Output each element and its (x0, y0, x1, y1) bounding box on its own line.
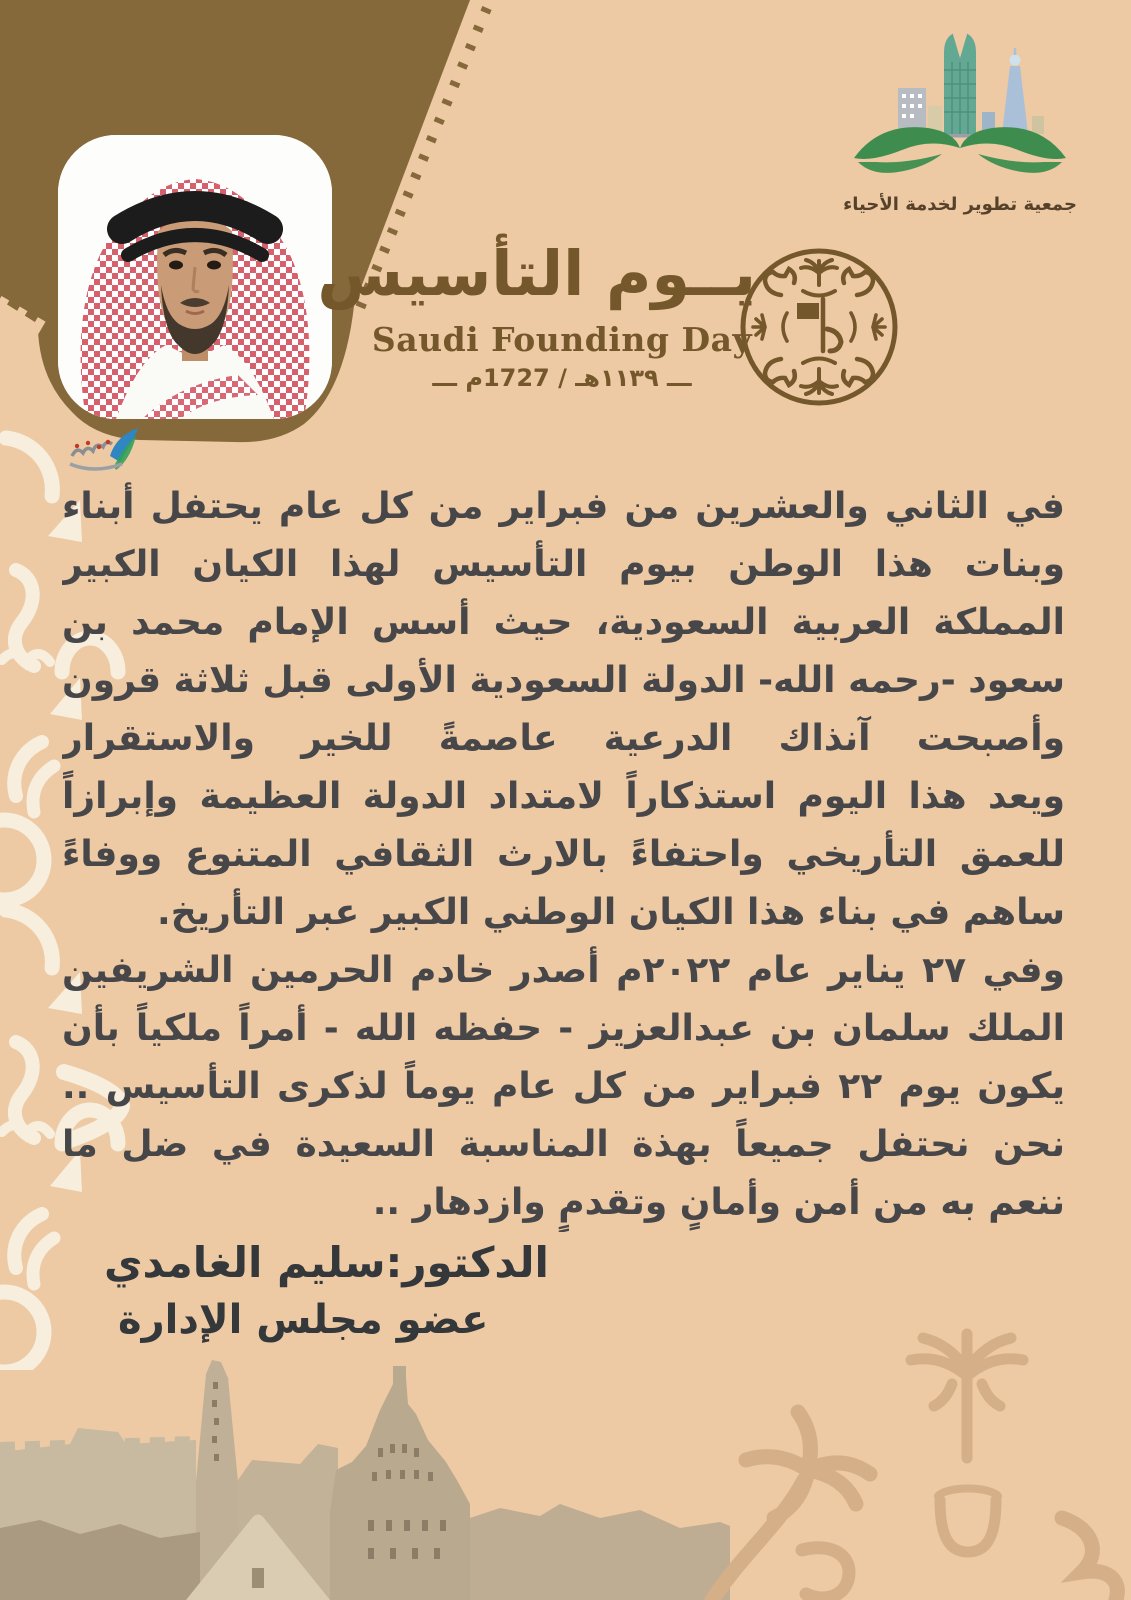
association-caption: جمعية تطوير لخدمة الأحياء (843, 194, 1077, 215)
city-skyline-icon (888, 31, 1044, 138)
signature-name: الدكتور:سليم الغامدي (104, 1238, 549, 1287)
member-photo (58, 135, 332, 419)
article-line: وفي ٢٧ يناير عام ٢٠٢٢م أصدر خادم الحرمين الشريفين (62, 950, 1065, 991)
city-in-hands-icon (836, 22, 1084, 190)
article-line: ننعم به من أمن وأمانٍ وتقدمٍ وازدهار .. (372, 1182, 1065, 1223)
article-line: وبنات هذا الوطن بيوم التأسيس لهذا الكيان الكبير (62, 544, 1065, 585)
founding-day-title-arabic: يــوم التأسيس (317, 237, 756, 310)
founding-day-title-english: Saudi Founding Day (371, 320, 753, 359)
palm-icon (801, 260, 837, 285)
article-line: للعمق التأريخي واحتفاءً بالارث الثقافي المتنوع ووفاءً (62, 834, 1065, 875)
watermark-swoosh (70, 464, 122, 469)
squiggle-motif-icon (802, 1548, 849, 1598)
signature-role: عضو مجلس الإدارة (118, 1297, 489, 1343)
heritage-motifs (600, 1318, 1131, 1600)
founding-day-emblem (735, 243, 903, 411)
article-line: يكون يوم ٢٢ فبراير من كل عام يوماً لذكرى التأسيس .. (62, 1066, 1065, 1107)
article-line: ويعد هذا اليوم استذكاراً لامتداد الدولة العظيمة وإبرازاً (62, 776, 1065, 817)
association-logo (836, 22, 1084, 227)
portrait-illustration (58, 135, 332, 419)
watermark-dot (106, 440, 110, 444)
article-line: المملكة العربية السعودية، حيث أسس الإمام محمد بن (62, 602, 1065, 643)
flag-bearer-icon (797, 299, 841, 351)
falcon-motif-icon (1062, 1518, 1117, 1600)
watermark-dot (86, 441, 90, 445)
palm-tree-icon (911, 1334, 1023, 1458)
faisaliah-tower-icon (1002, 66, 1028, 134)
watermark-dot (97, 445, 101, 449)
article-text (62, 478, 1065, 1232)
article-line: الملك سلمان بن عبدالعزيز - حفظه الله - أمراً ملكياً بأن (62, 1008, 1065, 1049)
designer-watermark-logo (66, 424, 142, 476)
left-eye (169, 261, 183, 270)
founding-day-dates: ـــ ١١٣٩هـ / 1727م ـــ (432, 364, 692, 392)
article-line: وأصبحت آنذاك الدرعية عاصمةً للخير والاستقرار (62, 718, 1065, 759)
article-line: في الثاني والعشرين من فبراير من كل عام يحتفل أبناء (62, 486, 1065, 527)
diriyah-palace (330, 1374, 470, 1600)
article-line: ساهم في بناء هذا الكيان الوطني الكبير عبر التأريخ. (157, 892, 1065, 933)
right-eye (207, 261, 221, 270)
watermark-dot (75, 444, 79, 448)
article-line: نحن نحتفل جميعاً بهذة المناسبة السعيدة في ضل ما (62, 1124, 1065, 1165)
article-line: سعود -رحمه الله- الدولة السعودية الأولى قبل ثلاثة قرون (62, 660, 1065, 701)
coffee-cup-icon (938, 1489, 998, 1552)
